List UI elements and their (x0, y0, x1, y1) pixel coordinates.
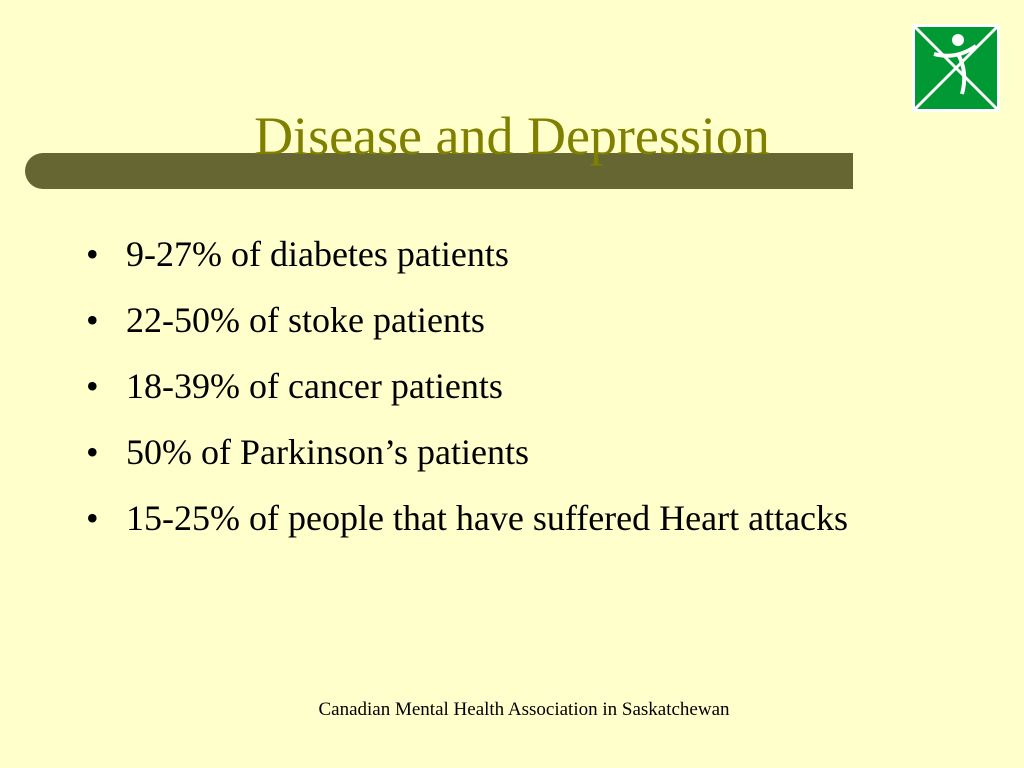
bullet-text: 50% of Parkinson’s patients (126, 432, 529, 472)
bullet-item (86, 232, 936, 276)
bullet-text: 22-50% of stoke patients (126, 300, 485, 340)
bullet-glyph: • (86, 366, 99, 406)
bullet-text: 9-27% of diabetes patients (126, 234, 509, 274)
slide-title: Disease and Depression (254, 106, 770, 166)
bullet-list (86, 232, 936, 562)
bullet-item (86, 298, 936, 342)
bullet-item (86, 364, 936, 408)
bullet-text: 15-25% of people that have suffered Heart attacks (126, 498, 849, 538)
bullet-item (86, 430, 936, 474)
bullet-glyph: • (86, 300, 99, 340)
footer-organization: Canadian Mental Health Association in Saskatchewan (318, 699, 730, 720)
bullet-glyph: • (86, 498, 99, 538)
bullet-item (86, 496, 936, 540)
bullet-glyph: • (86, 234, 99, 274)
bullet-text: 18-39% of cancer patients (126, 366, 503, 406)
bullet-glyph: • (86, 432, 99, 472)
cmha-logo-icon (912, 24, 1000, 112)
